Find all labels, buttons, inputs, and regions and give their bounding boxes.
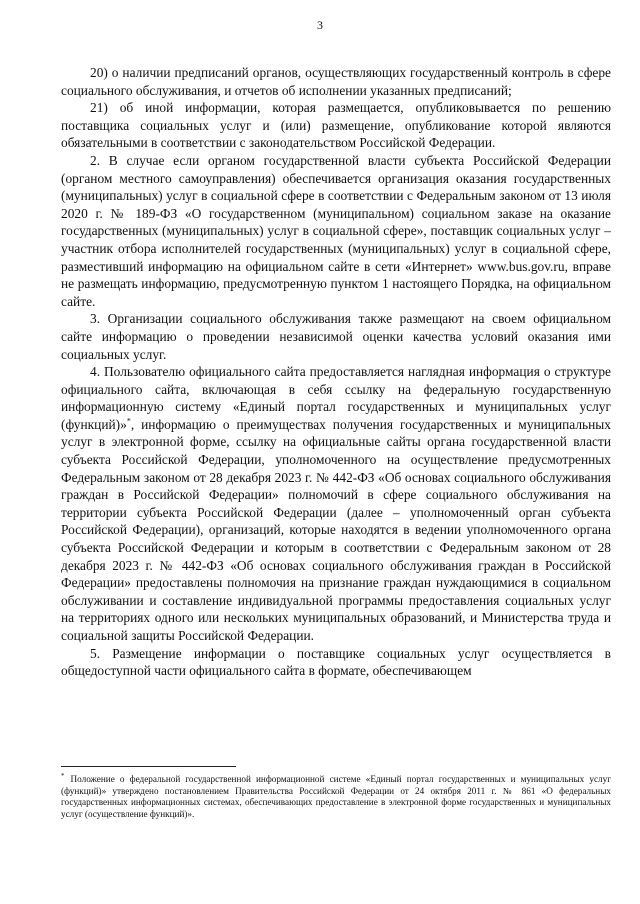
footnote-text: Положение о федеральной государственной информационной системе «Единый портал государственных и муниципальных услуг (функций)» утверждено постановлением Правительства Российской Федерации от 24 октября 2011 г. № 861 «О федеральных государственных информационных системах, обеспечивающих предоставление в электронной форме государственных и муниципальных услуг (осуществление функций)».: [61, 774, 611, 819]
footnote-divider: [61, 766, 236, 767]
footnote: [61, 771, 611, 820]
paragraph-section-3: 3. Организации социального обслуживания также размещают на своем официальном сайте информацию о проведении независимой оценки качества условий оказания ими социальных услуг.: [61, 311, 611, 362]
paragraph-section-4-start: 4. Пользователю официального сайта предоставляется наглядная информация о структуре официального сайта, включающая в себя ссылку на федеральную государственную информационную систему «Единый портал государственных и муниципальных услуг (функций)»: [61, 364, 611, 432]
footnote-mark: *: [61, 771, 65, 780]
paragraph-section-4: [61, 363, 611, 645]
footnote-reference-mark: *: [126, 416, 131, 426]
paragraph-item-21: 21) об иной информации, которая размещается, опубликовывается по решению поставщика социальных услуг и (или) размещение, опубликование которой являются обязательными в соответствии с законодательством Российской Федерации.: [61, 100, 611, 151]
page-number: 3: [317, 18, 323, 32]
paragraph-item-20: 20) о наличии предписаний органов, осуществляющих государственный контроль в сфере социального обслуживания, и отчетов об исполнении указанных предписаний;: [61, 65, 611, 98]
paragraph-section-5: 5. Размещение информации о поставщике социальных услуг осуществляется в общедоступной части официального сайта в формате, обеспечивающем: [61, 645, 611, 679]
document-body: [61, 64, 611, 680]
paragraph-section-4-rest: , информацию о преимуществах получения государственных и муниципальных услуг в электронной форме, ссылку на официальные сайты органа государственной власти субъекта Российской Федерации, уполномоченного на осуществление предусмотренных Федеральным законом от 28 декабря 2023 г. № 442-ФЗ «Об основах социального обслуживания граждан в Российской Федерации» полномочий в сфере социального обслуживания на территории субъекта Российской Федерации (далее – уполномоченный орган субъекта Российской Федерации), организаций, которые находятся в ведении уполномоченного органа субъекта Российской Федерации и которым в соответствии с Федеральным законом от 28 декабря 2023 г. № 442-ФЗ «Об основах социального обслуживания граждан в Российской Федерации» предоставлены полномочия на признание граждан нуждающимися в социальном обслуживании и составление индивидуальной программы предоставления социальных услуг на территориях одного или нескольких муниципальных образований, и Министерства труда и социальной защиты Российской Федерации.: [61, 416, 611, 643]
paragraph-section-2: 2. В случае если органом государственной власти субъекта Российской Федерации (органом местного самоуправления) обеспечивается организация оказания государственных (муниципальных) услуг в социальной сфере в соответствии с Федеральным законом от 13 июля 2020 г. № 189-ФЗ «О государственном (муниципальном) социальном заказе на оказание государственных (муниципальных) услуг в социальной сфере», поставщик социальных услуг – участник отбора исполнителей государственных (муниципальных) услуг в социальной сфере, разместивший информацию на официальном сайте в сети «Интернет» www.bus.gov.ru, вправе не размещать информацию, предусмотренную пунктом 1 настоящего Порядка, на официальном сайте.: [61, 152, 611, 309]
